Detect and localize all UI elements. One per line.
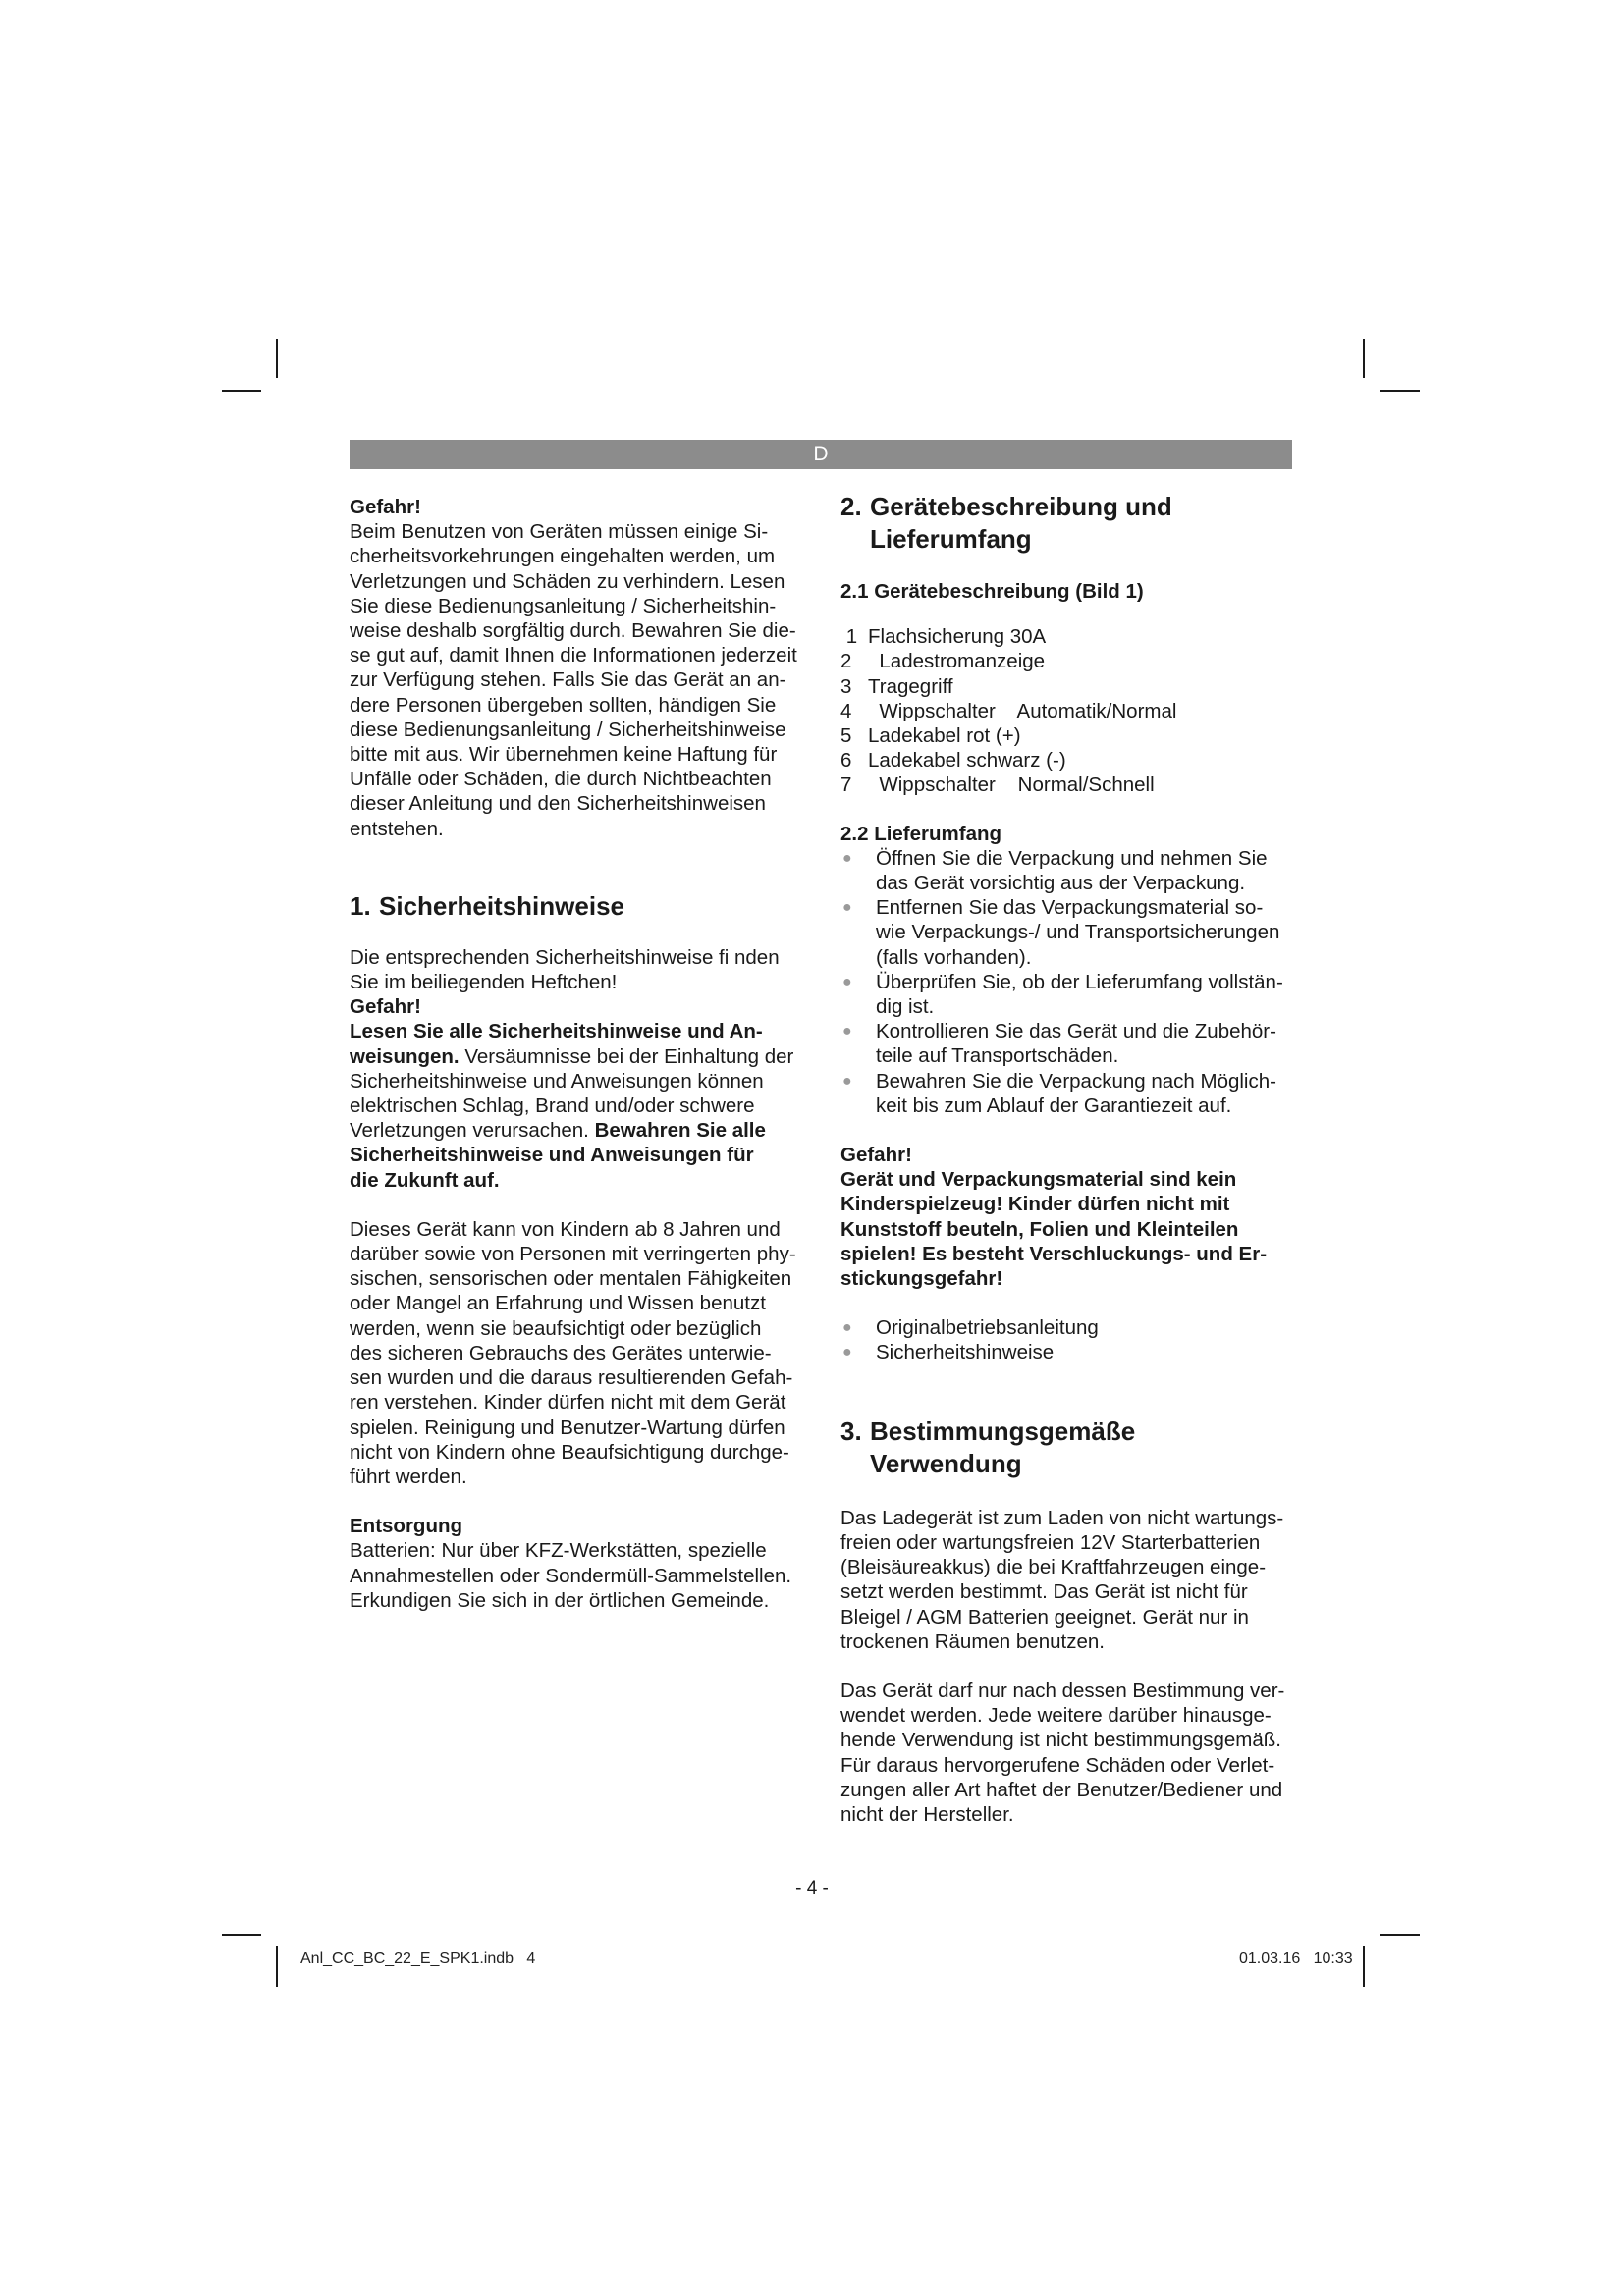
text-line: des sicheren Gebrauchs des Gerätes unterwie-	[350, 1341, 772, 1364]
text-line: Gerät und Verpackungsmaterial sind kein	[840, 1168, 1237, 1192]
text-line: dieser Anleitung und den Sicherheitshinweisen	[350, 792, 766, 816]
item-number: 6	[840, 749, 852, 773]
text-line: spielen. Reinigung und Benutzer-Wartung dürfen	[350, 1415, 785, 1439]
text-line: Unfälle oder Schäden, die durch Nichtbeachten	[350, 768, 772, 791]
text-line: Kunststoff beuteln, Folien und Kleinteilen	[840, 1217, 1239, 1241]
item-label: Ladekabel rot (+)	[868, 724, 1021, 748]
text-line: hende Verwendung ist nicht bestimmungsgemäß.	[840, 1729, 1281, 1752]
text-line: Überprüfen Sie, ob der Lieferumfang vollstän-	[876, 970, 1283, 993]
item-number: 5	[840, 724, 852, 748]
bullet-icon: ●	[842, 1072, 852, 1090]
bullet-icon: ●	[842, 849, 852, 867]
list-item	[840, 1069, 1302, 1118]
item-number: 3	[840, 674, 852, 698]
text-line: wie Verpackungs-/ und Transportsicherungen	[876, 921, 1280, 944]
text-line: Bewahren Sie die Verpackung nach Möglich-	[876, 1069, 1276, 1093]
text-line: Öffnen Sie die Verpackung und nehmen Sie	[876, 846, 1268, 870]
text-line: Erkundigen Sie sich in der örtlichen Gemeinde.	[350, 1588, 770, 1612]
danger-title: Gefahr!	[350, 995, 421, 1019]
danger-box	[840, 1143, 1302, 1291]
disposal-section	[350, 1514, 809, 1613]
text-line: nicht von Kindern ohne Beaufsichtigung durchge-	[350, 1440, 789, 1464]
item-label: Originalbetriebsanleitung	[876, 1316, 1099, 1340]
normal-text: Verletzungen verursachen.	[350, 1119, 595, 1143]
crop-mark	[1380, 390, 1420, 392]
text-line: oder Mangel an Erfahrung und Wissen benutzt	[350, 1292, 766, 1315]
left-column	[350, 495, 809, 1613]
text-line: (falls vorhanden).	[876, 945, 1032, 969]
list-item	[840, 1019, 1302, 1068]
section-title-line: Lieferumfang	[870, 524, 1032, 554]
list-item	[840, 748, 1302, 773]
children-paragraph	[350, 1217, 809, 1489]
text-line: freien oder wartungsfreien 12V Starterbatterien	[840, 1530, 1261, 1554]
text-line: diese Bedienungsanleitung / Sicherheitshinweise	[350, 718, 786, 741]
text-line: Dieses Gerät kann von Kindern ab 8 Jahren und	[350, 1217, 781, 1241]
text-line: bitte mit aus. Wir übernehmen keine Haftung für	[350, 743, 778, 767]
item-label: Tragegriff	[868, 674, 953, 698]
text-line: Das Ladegerät ist zum Laden von nicht wartungs-	[840, 1506, 1284, 1529]
bold-text: weisungen.	[350, 1044, 460, 1068]
section-number: 3.	[840, 1415, 862, 1446]
text-line: dig ist.	[876, 995, 935, 1019]
list-item	[840, 1340, 1302, 1364]
bold-text: Bewahren Sie alle	[594, 1119, 766, 1143]
item-label: Flachsicherung 30A	[868, 625, 1047, 649]
item-label: Ladekabel schwarz (-)	[868, 749, 1066, 773]
text-line: cherheitsvorkehrungen eingehalten werden, um	[350, 545, 776, 568]
text-line: keit bis zum Ablauf der Garantiezeit auf.	[876, 1094, 1232, 1117]
text-line: Das Gerät darf nur nach dessen Bestimmung ver-	[840, 1679, 1285, 1702]
list-item	[840, 699, 1302, 723]
delivery-list	[840, 846, 1302, 1118]
crop-mark	[276, 339, 278, 378]
crop-mark	[276, 1946, 278, 1987]
item-label: Ladestromanzeige	[868, 650, 1046, 673]
text-line: werden, wenn sie beaufsichtigt oder bezüglich	[350, 1316, 762, 1340]
text-line: setzt werden bestimmt. Das Gerät ist nicht für	[840, 1580, 1248, 1604]
section-1-heading	[350, 890, 809, 923]
subsection-title: 2.1 Gerätebeschreibung (Bild 1)	[840, 580, 1144, 603]
subsection-title: 2.2 Lieferumfang	[840, 822, 1002, 845]
text-line: weise deshalb sorgfältig durch. Bewahren Sie die-	[350, 619, 796, 643]
text-line: Sicherheitshinweise und Anweisungen können	[350, 1069, 764, 1093]
text-line: Die entsprechenden Sicherheitshinweise fi nden	[350, 945, 780, 969]
crop-mark	[222, 390, 261, 392]
list-item	[840, 1315, 1302, 1340]
text-line: Lesen Sie alle Sicherheitshinweise und An-	[350, 1020, 763, 1043]
bullet-icon: ●	[842, 1023, 852, 1041]
danger-text	[350, 519, 809, 841]
crop-mark	[1363, 339, 1365, 378]
item-label: Sicherheitshinweise	[876, 1341, 1055, 1364]
item-label: Wippschalter Automatik/Normal	[868, 699, 1177, 722]
text-line: stickungsgefahr!	[840, 1267, 1003, 1291]
section-number: 2.	[840, 492, 862, 521]
text-line: dere Personen übergeben sollten, händigen Sie	[350, 693, 777, 717]
section-title-line: Bestimmungsgemäße	[870, 1415, 1136, 1446]
text-line: nicht der Hersteller.	[840, 1802, 1014, 1826]
use-paragraph-1	[840, 1506, 1302, 1654]
text-line: trockenen Räumen benutzen.	[840, 1629, 1105, 1653]
page-number: - 4 -	[795, 1878, 829, 1898]
language-label: D	[813, 443, 829, 465]
crop-mark	[1380, 1934, 1420, 1936]
bullet-icon: ●	[842, 1319, 852, 1337]
list-item	[840, 846, 1302, 895]
text-line: Verletzungen und Schäden zu verhindern. Lesen	[350, 569, 785, 593]
bullet-icon: ●	[842, 899, 852, 917]
danger-title: Gefahr!	[350, 496, 421, 518]
text-line: Sie diese Bedienungsanleitung / Sicherheitshin-	[350, 594, 777, 617]
text-line	[350, 1118, 809, 1143]
section-number: 1.	[350, 890, 371, 921]
list-item	[840, 674, 1302, 699]
text-line: zur Verfügung stehen. Falls Sie das Gerät an an-	[350, 668, 786, 692]
list-item	[840, 723, 1302, 748]
text-line: Sicherheitshinweise und Anweisungen für	[350, 1144, 754, 1167]
text-line: teile auf Transportschäden.	[876, 1044, 1119, 1068]
text-line: führt werden.	[350, 1465, 467, 1488]
item-number: 1	[840, 625, 858, 649]
text-line: Kinderspielzeug! Kinder dürfen nicht mit	[840, 1193, 1230, 1216]
section-2-heading	[840, 491, 1302, 556]
crop-mark	[1363, 1946, 1365, 1987]
list-item	[840, 970, 1302, 1019]
section-title-line: Verwendung	[870, 1448, 1022, 1478]
item-number: 2	[840, 650, 852, 673]
text-line: spielen! Es besteht Verschluckungs- und Er-	[840, 1242, 1268, 1265]
text-line: sischen, sensorischen oder mentalen Fähigkeiten	[350, 1267, 792, 1291]
list-item	[840, 773, 1302, 797]
text-line: Beim Benutzen von Geräten müssen einige Si-	[350, 520, 769, 544]
included-list	[840, 1315, 1302, 1364]
text-line: Annahmestellen oder Sondermüll-Sammelstellen.	[350, 1564, 792, 1587]
section-title: Sicherheitshinweise	[379, 890, 624, 921]
list-item	[840, 895, 1302, 970]
item-number: 4	[840, 699, 852, 722]
disposal-title: Entsorgung	[350, 1515, 463, 1538]
text-line: Batterien: Nur über KFZ-Werkstätten, spezielle	[350, 1539, 767, 1563]
text-line: Bleigel / AGM Batterien geeignet. Gerät nur in	[840, 1605, 1249, 1629]
right-column	[840, 491, 1302, 1827]
crop-mark	[222, 1934, 261, 1936]
text-line: (Bleisäureakkus) die bei Kraftfahrzeugen einge-	[840, 1556, 1267, 1579]
text-line: wendet werden. Jede weitere darüber hinausge-	[840, 1704, 1272, 1728]
section-3-heading	[840, 1415, 1302, 1480]
item-label: Wippschalter Normal/Schnell	[868, 774, 1155, 797]
language-header-bar	[350, 440, 1292, 469]
text-line: das Gerät vorsichtig aus der Verpackung.	[876, 872, 1246, 895]
text-line: Sie im beiliegenden Heftchen!	[350, 971, 618, 994]
text-line	[350, 1044, 809, 1069]
section-title-line: Gerätebeschreibung und	[870, 492, 1172, 521]
danger-title: Gefahr!	[840, 1144, 912, 1167]
footer-filename: Anl_CC_BC_22_E_SPK1.indb 4	[300, 1950, 536, 1967]
text-line: Für daraus hervorgerufene Schäden oder Verlet-	[840, 1753, 1275, 1777]
text-line: die Zukunft auf.	[350, 1168, 500, 1192]
text-line: sen wurden und die daraus resultierenden Gefah-	[350, 1366, 793, 1390]
text-line: elektrischen Schlag, Brand und/oder schwere	[350, 1095, 755, 1118]
text-line: entstehen.	[350, 817, 444, 840]
text-line: Kontrollieren Sie das Gerät und die Zubehör-	[876, 1020, 1276, 1043]
safety-intro	[350, 945, 809, 1193]
text-line: zungen aller Art haftet der Benutzer/Bediener und	[840, 1778, 1283, 1801]
parts-list	[840, 624, 1302, 797]
footer-datetime: 01.03.16 10:33	[1239, 1950, 1353, 1967]
item-number: 7	[840, 774, 852, 797]
text-line: darüber sowie von Personen mit verringerten phy-	[350, 1243, 796, 1266]
normal-text: Versäumnisse bei der Einhaltung der	[459, 1044, 794, 1068]
text-line: se gut auf, damit Ihnen die Informationen jederzeit	[350, 644, 797, 667]
bullet-icon: ●	[842, 973, 852, 990]
list-item	[840, 649, 1302, 673]
bullet-icon: ●	[842, 1344, 852, 1362]
text-line: ren verstehen. Kinder dürfen nicht mit dem Gerät	[350, 1391, 786, 1415]
list-item	[840, 624, 1302, 649]
use-paragraph-2	[840, 1679, 1302, 1827]
text-line: Entfernen Sie das Verpackungsmaterial so-	[876, 896, 1264, 920]
